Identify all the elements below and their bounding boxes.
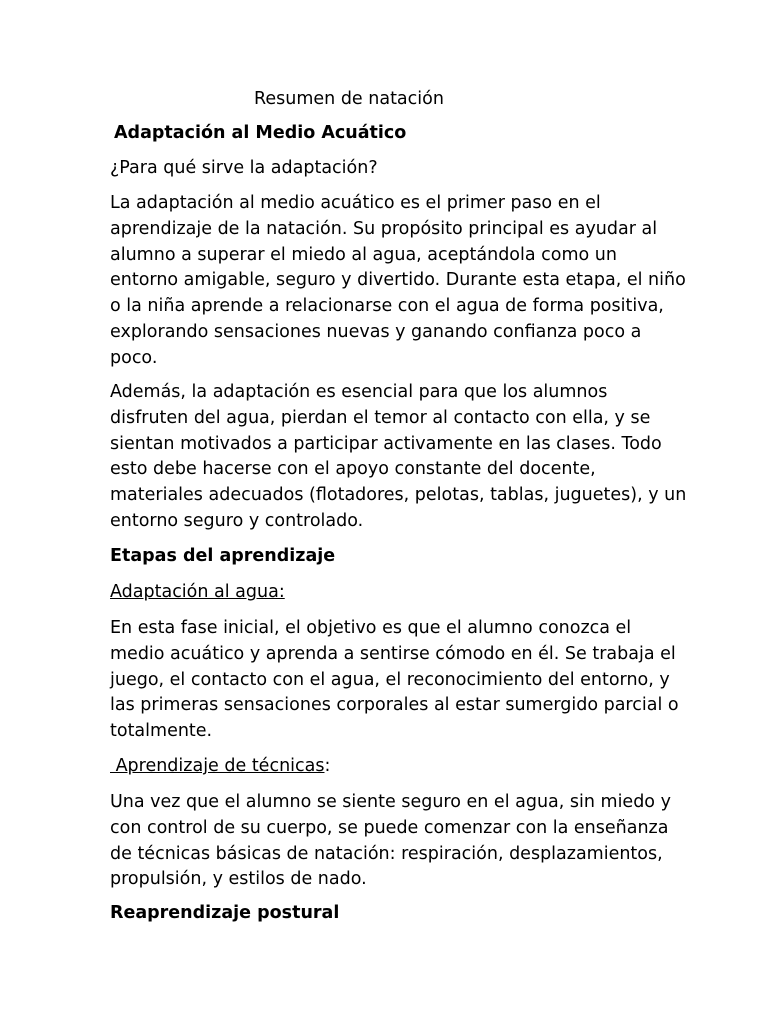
paragraph-2-line: Además, la adaptación es esencial para que los alumnos [110, 382, 608, 402]
paragraph-2-line: materiales adecuados (flotadores, pelotas, tablas, juguetes), y un [110, 485, 687, 506]
heading-main: Adaptación al Medio Acuático [114, 123, 407, 143]
heading-postural: Reaprendizaje postural [110, 903, 340, 923]
paragraph-2-line: sientan motivados a participar activamente en las clases. Todo [110, 433, 662, 454]
paragraph-3-line: las primeras sensaciones corporales al estar sumergido parcial o [110, 695, 679, 716]
paragraph-1-line: La adaptación al medio acuático es el primer paso en el [110, 193, 601, 213]
subheading-adaptation: Adaptación al agua: [110, 582, 285, 602]
paragraph-2-line: entorno seguro y controlado. [110, 510, 364, 531]
paragraph-1-line: explorando sensaciones nuevas y ganando confianza poco a [110, 321, 642, 342]
paragraph-3-line: juego, el contacto con el agua, el reconocimiento del entorno, y [110, 669, 670, 690]
paragraph-4-line: propulsión, y estilos de nado. [110, 869, 367, 890]
subheading-techniques-colon: : [324, 756, 331, 776]
document-title: Resumen de natación [254, 89, 444, 109]
paragraph-1-line: alumno a superar el miedo al agua, aceptándola como un [110, 244, 617, 265]
paragraph-1-line: o la niña aprende a relacionarse con el agua de forma positiva, [110, 296, 664, 317]
paragraph-4 [110, 790, 671, 893]
paragraph-4-line: con control de su cuerpo, se puede comenzar con la enseñanza [110, 817, 669, 838]
subheading-techniques [110, 754, 662, 780]
paragraph-2 [110, 380, 687, 535]
paragraph-1-line: poco. [110, 347, 158, 368]
paragraph-4-line: Una vez que el alumno se siente seguro en el agua, sin miedo y [110, 792, 671, 812]
paragraph-4-line: de técnicas básicas de natación: respiración, desplazamientos, [110, 843, 663, 864]
paragraph-2-line: esto debe hacerse con el apoyo constante del docente, [110, 459, 596, 480]
paragraph-2-line: disfruten del agua, pierdan el temor al contacto con ella, y se [110, 407, 651, 428]
paragraph-3-line: En esta fase inicial, el objetivo es que el alumno conozca el [110, 618, 632, 638]
subheading-techniques-label: Aprendizaje de técnicas [110, 756, 325, 776]
paragraph-3 [110, 616, 679, 745]
paragraph-3-line: medio acuático y aprenda a sentirse cómodo en él. Se trabaja el [110, 643, 676, 664]
paragraph-3-line: totalmente. [110, 721, 213, 742]
paragraph-1 [110, 191, 686, 372]
paragraph-1-line: aprendizaje de la natación. Su propósito principal es ayudar al [110, 218, 658, 239]
question-text: ¿Para qué sirve la adaptación? [110, 158, 378, 178]
paragraph-1-line: entorno amigable, seguro y divertido. Durante esta etapa, el niño [110, 270, 686, 291]
heading-stages: Etapas del aprendizaje [110, 546, 336, 566]
